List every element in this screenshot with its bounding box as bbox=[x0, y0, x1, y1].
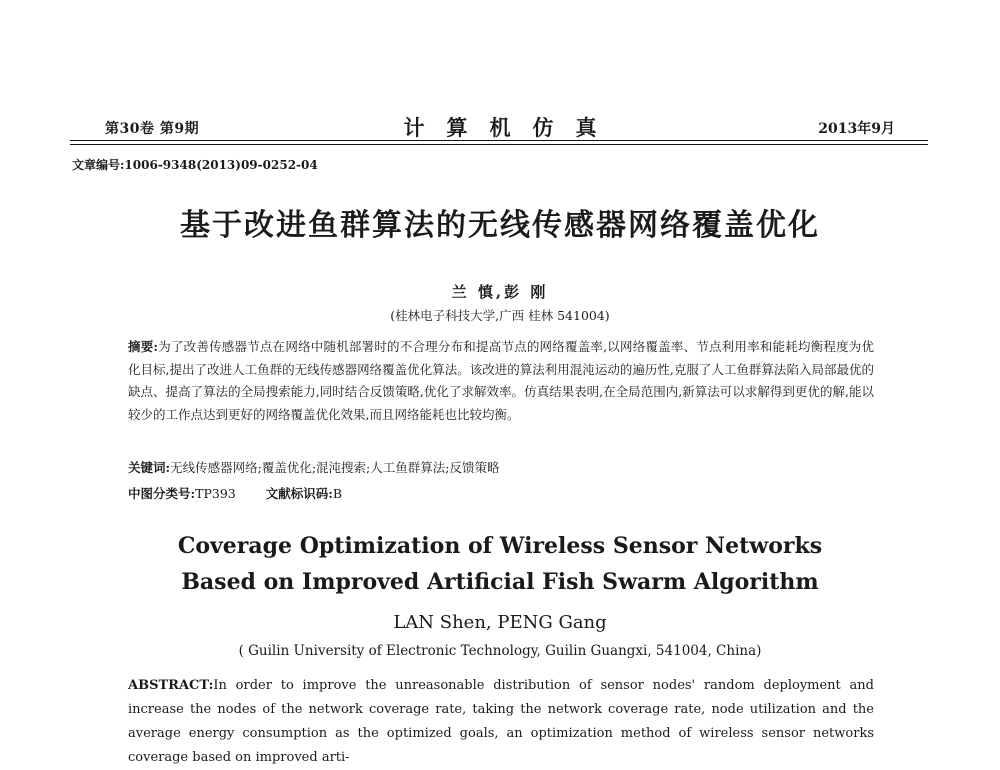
classification-line bbox=[128, 484, 342, 502]
english-affiliation: ( Guilin University of Electronic Technology, Guilin Guangxi, 541004, China) bbox=[238, 643, 762, 659]
article-number: 文章编号:1006-9348(2013)09-0252-04 bbox=[72, 158, 318, 172]
keywords-label: 关键词: bbox=[128, 460, 171, 475]
journal-volume-issue: 第30卷 第9期 bbox=[105, 121, 200, 137]
chinese-title: 基于改进鱼群算法的无线传感器网络覆盖优化 bbox=[180, 208, 820, 243]
document-code-label: 文献标识码: bbox=[265, 486, 333, 501]
chinese-abstract-text: 为了改善传感器节点在网络中随机部署时的不合理分布和提高节点的网络覆盖率,以网络覆盖率、节点利用率和能耗均衡程度为优化目标,提出了改进人工鱼群的无线传感器网络覆盖优化算法。该改进的算法利用混沌运动的遍历性,克服了人工鱼群算法陷入局部最优的缺点、提高了算法的全局搜索能力,同时结合反馈策略,优化了求解效率。仿真结果表明,在全局范围内,新算法可以求解得到更优的解,能以较少的工作点达到更好的网络覆盖优化效果,而且网络能耗也比较均衡。 bbox=[128, 339, 874, 422]
journal-name: 计算机仿真 bbox=[403, 115, 619, 140]
english-title-line-2: Based on Improved Artificial Fish Swarm Algorithm bbox=[181, 569, 819, 595]
publication-date: 2013年9月 bbox=[818, 121, 895, 137]
english-abstract-label: ABSTRACT: bbox=[128, 678, 214, 693]
english-authors: LAN Shen, PENG Gang bbox=[393, 612, 607, 633]
chinese-abstract-label: 摘要: bbox=[128, 339, 159, 354]
clc-label: 中图分类号: bbox=[128, 486, 196, 501]
english-abstract bbox=[128, 674, 874, 770]
keywords-text: 无线传感器网络;覆盖优化;混沌搜索;人工鱼群算法;反馈策略 bbox=[170, 460, 500, 475]
english-title bbox=[0, 528, 1000, 600]
header-rule-thin bbox=[70, 144, 928, 145]
english-title-line-1: Coverage Optimization of Wireless Sensor Networks bbox=[177, 533, 823, 559]
document-code-value: B bbox=[332, 486, 343, 501]
chinese-abstract bbox=[128, 336, 874, 426]
chinese-affiliation: (桂林电子科技大学,广西 桂林 541004) bbox=[390, 308, 610, 323]
header-rule-thick bbox=[70, 140, 928, 141]
chinese-authors: 兰 慎,彭 刚 bbox=[451, 283, 549, 301]
english-abstract-text: In order to improve the unreasonable distribution of sensor nodes' random deployment and increase the nodes of the network coverage rate, taking the network coverage rate, node utilization and the average energy consumption as the optimized goals, an optimization method of wireless sensor networks coverage based on improved arti- bbox=[128, 678, 874, 765]
clc-value: TP393 bbox=[195, 486, 236, 501]
chinese-keywords bbox=[128, 458, 499, 476]
